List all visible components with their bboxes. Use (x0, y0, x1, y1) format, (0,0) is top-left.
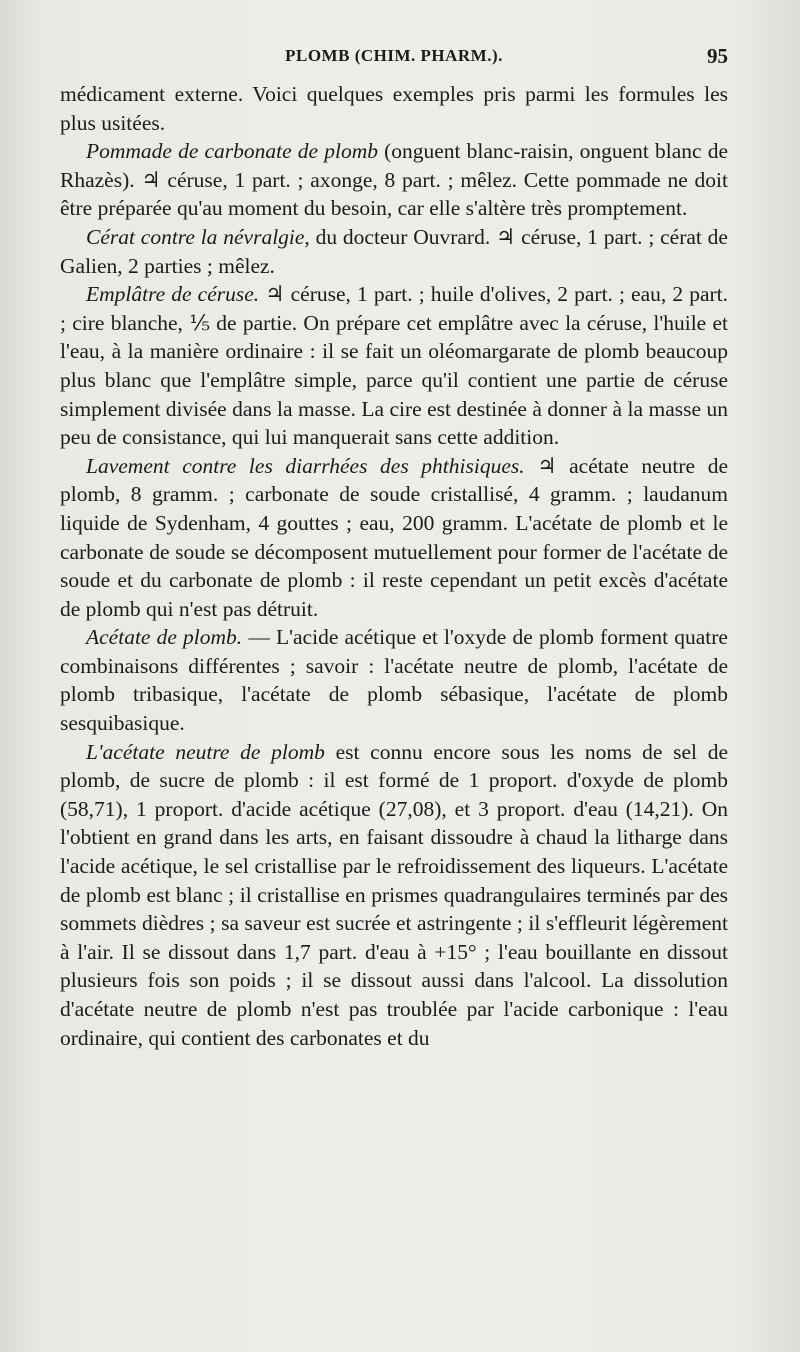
paragraph-text: — L'acide acétique et l'oxyde de plomb forment quatre combinaisons différentes ; savoir : l'acétate neutre de plomb, l'acétate de plomb tribasique, l'acétate de plomb sébasique, l'acétate de plomb sesquibasique. (60, 625, 728, 736)
paragraph-text: ♃ céruse, 1 part. ; huile d'olives, 2 part. ; eau, 2 part. ; cire blanche, ⅕ de partie. On prépare cet emplâtre avec la céruse, l'huile et l'eau, à la manière ordinaire : il se fait un oléomargarate de plomb beaucoup plus blanc que l'emplâtre simple, parce qu'il contient une partie de céruse simplement divisée dans la masse. La cire est destinée à donner à la masse un peu de consistance, qui lui manquerait sans cette addition. (60, 282, 728, 450)
paragraph-text: ♃ acétate neutre de plomb, 8 gramm. ; carbonate de soude cristallisé, 4 gramm. ; laudanum liquide de Sydenham, 4 gouttes ; eau, 200 gramm. L'acétate de plomb et le carbonate de soude se décomposent mutuellement pour former de l'acétate de soude et du carbonate de plomb : il reste cependant un petit excès d'acétate de plomb qui n'est pas détruit. (60, 453, 728, 621)
paragraph-text: du docteur Ouvrard. ♃ céruse, 1 part. ; cérat de Galien, 2 parties ; mêlez. (60, 224, 728, 278)
page-number: 95 (707, 44, 728, 68)
paragraph-heading: Lavement contre les diarrhées des phthisiques. (86, 453, 525, 478)
paragraph (60, 137, 728, 223)
paragraph-text: (onguent blanc-raisin, onguent blanc de Rhazès). ♃ céruse, 1 part. ; axonge, 8 part. ; mêlez. Cette pommade ne doit être préparée qu'au moment du besoin, car elle s'altère très promptement. (60, 139, 728, 221)
page-header (60, 44, 728, 76)
paragraph (60, 452, 728, 624)
paragraph-heading: Pommade de carbonate de plomb (86, 139, 378, 164)
paragraph-heading: Acétate de plomb. (86, 625, 243, 650)
running-title: PLOMB (CHIM. PHARM.). (285, 46, 503, 65)
paragraph-text: médicament externe. Voici quelques exemples pris parmi les formules les plus usitées. (60, 82, 728, 135)
paragraph (60, 80, 728, 137)
body-text (60, 80, 728, 1052)
paragraph (60, 280, 728, 452)
paragraph-heading: Emplâtre de céruse. (86, 282, 260, 307)
paragraph (60, 223, 728, 280)
paragraph-heading: L'acétate neutre de plomb (86, 739, 325, 764)
paragraph-text: est connu encore sous les noms de sel de plomb, de sucre de plomb : il est formé de 1 proport. d'oxyde de plomb (58,71), 1 proport. d'acide acétique (27,08), et 3 proport. d'eau (14,21). On l'obtient en grand dans les arts, en faisant dissoudre à chaud la litharge dans l'acide acétique, le sel cristallise par le refroidissement des liqueurs. L'acétate de plomb est blanc ; il cristallise en prismes quadrangulaires terminés par des sommets dièdres ; sa saveur est sucrée et astringente ; il s'effleurit légèrement à l'air. Il se dissout dans 1,7 part. d'eau à +15° ; l'eau bouillante en dissout plusieurs fois son poids ; il se dissout aussi dans l'alcool. La dissolution d'acétate neutre de plomb n'est pas troublée par l'acide carbonique : l'eau ordinaire, qui contient des carbonates et du (60, 739, 729, 1050)
paragraph-heading: Cérat contre la névralgie, (86, 224, 310, 249)
paragraph (60, 623, 728, 737)
paragraph (60, 738, 728, 1053)
